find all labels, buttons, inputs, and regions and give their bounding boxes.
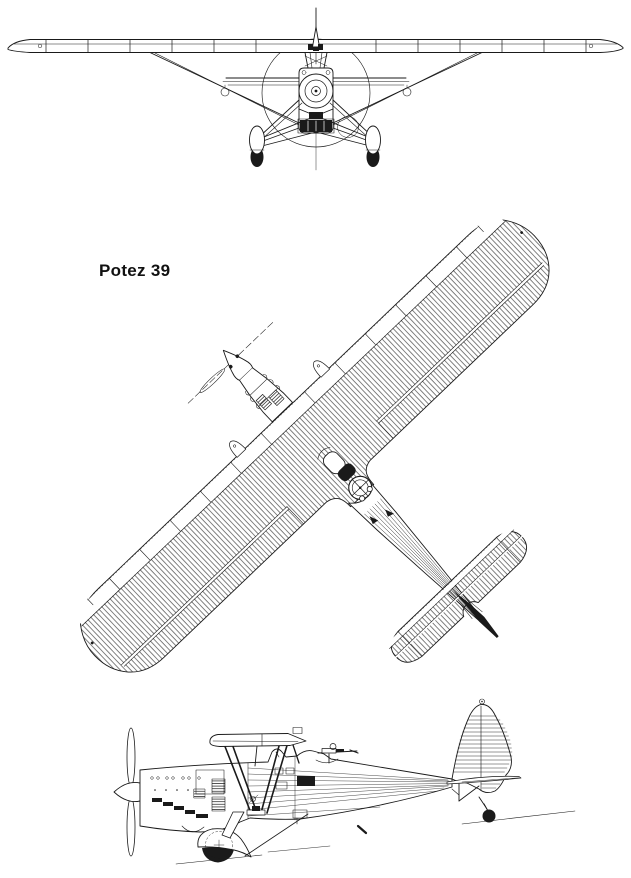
aircraft-name-label: Potez 39 xyxy=(99,261,171,280)
front-view-drawing xyxy=(8,8,623,170)
top-view-drawing xyxy=(4,140,631,847)
side-view-drawing xyxy=(114,699,575,864)
